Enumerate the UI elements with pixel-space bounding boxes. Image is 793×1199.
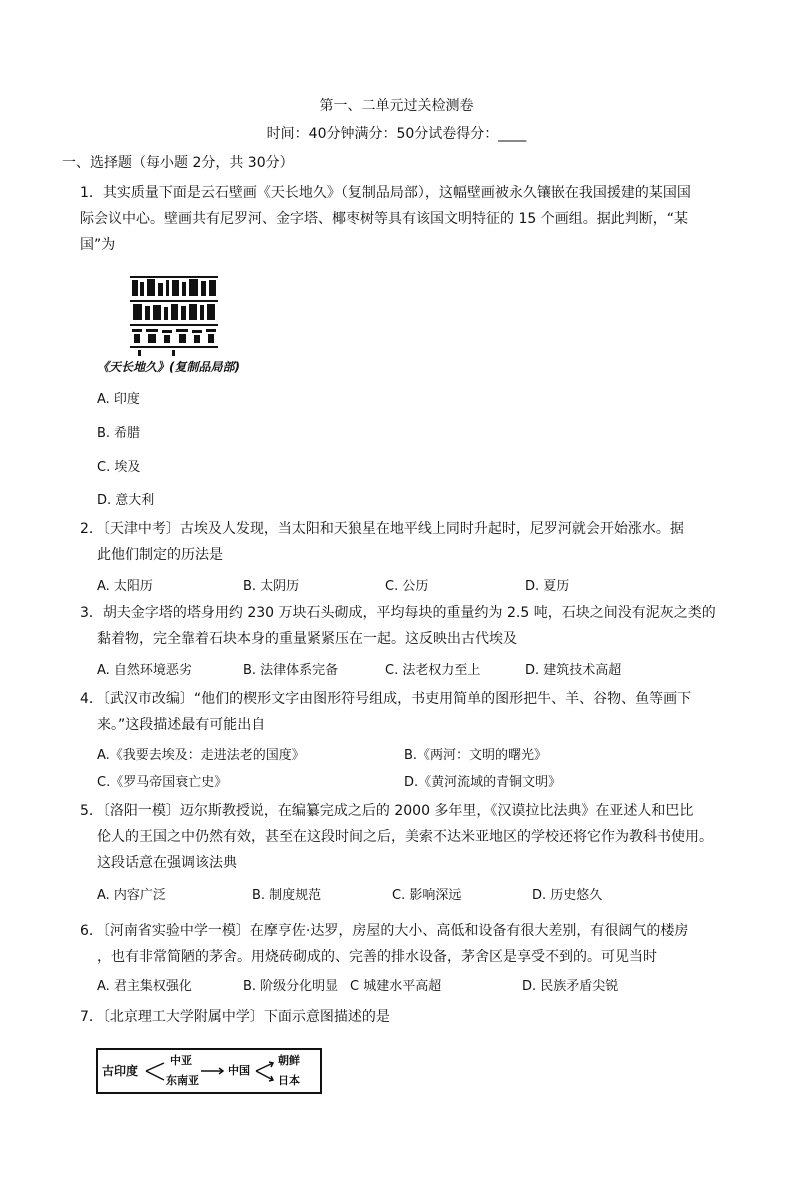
- option-c[interactable]: C. 影响深远: [392, 888, 462, 903]
- option-a[interactable]: A. 君主集权强化: [97, 979, 192, 994]
- option-c[interactable]: C.《罗马帝国衰亡史》: [97, 775, 228, 790]
- option-d[interactable]: D. 民族矛盾尖锐: [522, 979, 619, 994]
- question-line: 这段话意在强调该法典: [97, 855, 237, 871]
- spread-diagram: [96, 1048, 322, 1094]
- diagram-node-label: 日本: [278, 1074, 300, 1087]
- diagram-origin-label: 古印度: [102, 1064, 139, 1078]
- question-line: 1．其实质量下面是云石壁画《天长地久》（复制品局部），这幅壁画被永久镶嵌在我国援建的某国国: [80, 185, 691, 201]
- option-c[interactable]: C. 埃及: [97, 460, 141, 475]
- option-c[interactable]: C. 公历: [385, 579, 429, 594]
- option-b[interactable]: B. 太阴历: [243, 579, 300, 594]
- option-a[interactable]: A.《我要去埃及：走进法老的国度》: [97, 748, 305, 763]
- page-title: 第一、二单元过关检测卷: [319, 98, 474, 114]
- question-2-stem: [80, 516, 684, 568]
- option-d[interactable]: D. 夏历: [525, 579, 570, 594]
- question-line: 4．〔武汉市改编〕“他们的楔形文字由图形符号组成，书吏用简单的图形把牛、羊、谷物、鱼等画下: [80, 691, 692, 707]
- question-6-stem: [80, 918, 688, 970]
- option-c[interactable]: C 城建水平高超: [350, 979, 442, 994]
- question-line: 国”为: [80, 237, 116, 253]
- option-a[interactable]: A. 内容广泛: [97, 888, 166, 903]
- diagram-node-label: 中亚: [170, 1054, 192, 1067]
- section-heading: 一、选择题（每小题 2分，共 30分）: [62, 155, 294, 171]
- question-7-stem: [80, 1004, 390, 1030]
- diagram-node-label: 中国: [228, 1064, 250, 1077]
- option-d[interactable]: D. 历史悠久: [532, 888, 603, 903]
- question-line: 2．〔天津中考〕古埃及人发现，当太阳和天狼星在地平线上同时升起时，尼罗河就会开始涨水。据: [80, 521, 684, 537]
- option-a[interactable]: A. 印度: [97, 392, 140, 407]
- mural-image: [128, 274, 220, 358]
- question-3-stem: [80, 600, 716, 652]
- option-d[interactable]: D. 建筑技术高超: [525, 663, 622, 678]
- question-line: 6．〔河南省实验中学一模〕在摩亨佐·达罗，房屋的大小、高低和设备有很大差别，有很阔气的楼房: [80, 923, 689, 939]
- question-line: 际会议中心。壁画共有尼罗河、金字塔、椰枣树等具有该国文明特征的 15 个画组。据此判断，“某: [80, 211, 688, 227]
- question-line: 黏着物，完全靠着石块本身的重量紧紧压在一起。这反映出古代埃及: [97, 631, 517, 647]
- diagram-node-label: 东南亚: [166, 1074, 199, 1087]
- question-line: 7．〔北京理工大学附属中学〕下面示意图描述的是: [80, 1009, 390, 1025]
- question-1-stem: [80, 180, 691, 258]
- diagram-node-label: 朝鲜: [278, 1054, 300, 1067]
- question-line: 来。”这段描述最有可能出自: [97, 717, 266, 733]
- option-c[interactable]: C. 法老权力至上: [385, 663, 481, 678]
- option-d[interactable]: D.《黄河流域的青铜文明》: [404, 775, 562, 790]
- option-a[interactable]: A. 太阳历: [97, 579, 153, 594]
- exam-meta: 时间：40分钟满分：50分试卷得分：____: [266, 126, 527, 142]
- image-caption: 《天长地久》(复制品局部): [97, 360, 240, 374]
- question-line: 伦人的王国之中仍然有效，甚至在这段时间之后，美索不达米亚地区的学校还将它作为教科书使用。: [97, 829, 713, 845]
- option-a[interactable]: A. 自然环境恶劣: [97, 663, 192, 678]
- option-b[interactable]: B. 阶级分化明显: [243, 979, 339, 994]
- question-line: 3．胡夫金字塔的塔身用约 230 万块石头砌成，平均每块的重量约为 2.5 吨，石块之间没有泥灰之类的: [80, 605, 716, 621]
- option-b[interactable]: B. 制度规范: [252, 888, 322, 903]
- question-5-stem: [80, 798, 713, 876]
- question-line: 此他们制定的历法是: [97, 547, 223, 563]
- option-d[interactable]: D. 意大利: [97, 493, 155, 508]
- option-b[interactable]: B.《两河：文明的曙光》: [404, 748, 548, 763]
- question-4-stem: [80, 686, 691, 738]
- question-line: ，也有非常简陋的茅舍。用烧砖砌成的、完善的排水设备，茅舍区是享受不到的。可见当时: [97, 949, 657, 965]
- option-b[interactable]: B. 希腊: [97, 426, 141, 441]
- question-line: 5．〔洛阳一模〕迈尔斯教授说，在编纂完成之后的 2000 多年里，《汉谟拉比法典》在亚述人和巴比: [80, 803, 694, 819]
- option-b[interactable]: B. 法律体系完备: [243, 663, 339, 678]
